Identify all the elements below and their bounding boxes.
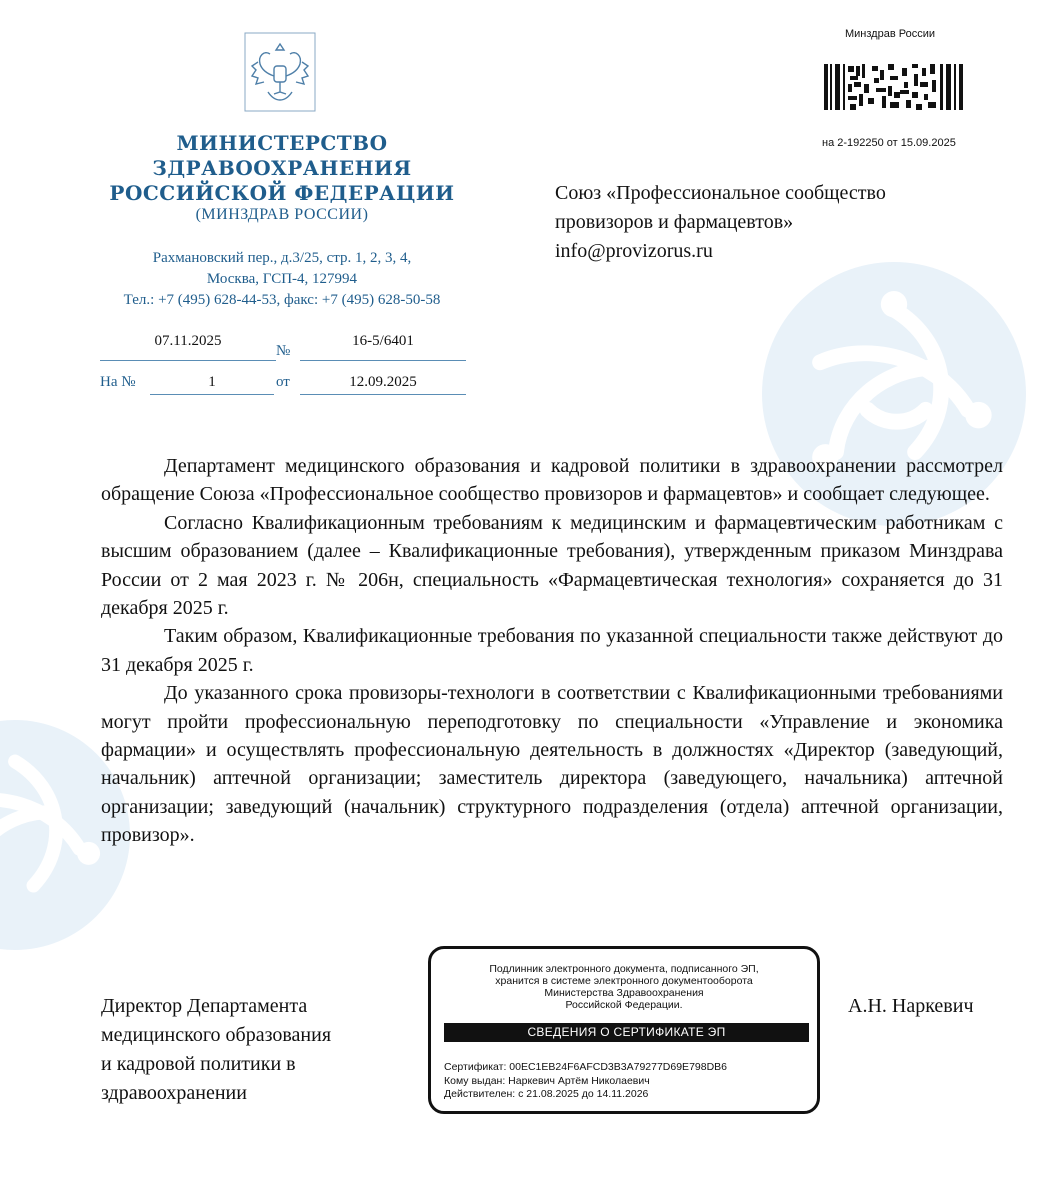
reply-date-line: [300, 394, 466, 395]
ministry-short-name: (МИНЗДРАВ РОССИИ): [195, 206, 369, 223]
outgoing-number-line: [300, 360, 466, 361]
stamp-validity: Действителен: с 21.08.2025 до 14.11.2026: [444, 1088, 649, 1100]
body-paragraph-4: До указанного срока провизоры-технологи в соответствии с Квалификационными требованиями могут пройти профессиональную переподготовку по специальности «Управление и экономика фармации» и осуществлять профессиональную деятельность в должностях «Директор (заведующий, начальник) аптечной организации; заместитель директора (заведующего, начальника) аптечной организации; заведующий (начальник) структурного подразделения (отдела) аптечной организации, провизор».: [101, 682, 1003, 847]
stamp-issued-to: Кому выдан: Наркевич Артём Николаевич: [444, 1074, 650, 1087]
stamp-certificate-number: Сертификат: 00EC1EB24F6AFCD3B3A79277D69E798DB6: [444, 1061, 728, 1073]
ministry-line-3: РОССИЙСКОЙ ФЕДЕРАЦИИ: [109, 181, 455, 205]
addressee: [555, 179, 886, 266]
address-line-1: Рахмановский пер., д.3/25, стр. 1, 2, 3, 4,: [152, 250, 412, 266]
letter-body: [101, 452, 1003, 850]
reply-date: 12.09.2025: [349, 374, 417, 390]
body-paragraph-1: Департамент медицинского образования и кадровой политики в здравоохранении рассмотрел обращение Союза «Профессиональное сообщество провизоров и фармацевтов» и сообщает следующее.: [101, 455, 1003, 506]
ministry-address: [85, 248, 479, 311]
reply-number-line: [150, 394, 274, 395]
signer-title-line-2: медицинского образования: [101, 1024, 332, 1046]
stamp-header-line-4: Российской Федерации.: [565, 999, 683, 1011]
stamp-header-line-2: хранится в системе электронного документооборота: [495, 975, 753, 987]
addressee-line-1: Союз «Профессиональное сообщество: [555, 182, 886, 204]
stamp-certificate-info: [444, 1061, 727, 1102]
number-label: №: [276, 343, 291, 359]
ministry-line-1: МИНИСТЕРСТВО: [176, 131, 388, 155]
incoming-reg-ref: на 2-192250 от 15.09.2025: [822, 137, 956, 149]
outgoing-date: 07.11.2025: [154, 333, 222, 349]
reply-label: На №: [100, 374, 136, 390]
ministry-line-2: ЗДРАВООХРАНЕНИЯ: [152, 156, 412, 180]
barcode-org-label: Минздрав России: [845, 28, 935, 40]
state-emblem-icon: [244, 32, 316, 112]
electronic-signature-stamp: [428, 946, 820, 1114]
stamp-header-line-1: Подлинник электронного документа, подписанного ЭП,: [489, 963, 759, 975]
stamp-certificate-bar: СВЕДЕНИЯ О СЕРТИФИКАТЕ ЭП: [444, 1023, 809, 1042]
signer-title-line-3: и кадровой политики в: [101, 1053, 296, 1075]
addressee-line-2: провизоров и фармацевтов»: [555, 211, 794, 233]
body-paragraph-3: Таким образом, Квалификационные требования по указанной специальности также действуют до 31 декабря 2025 г.: [101, 625, 1003, 676]
signer-title-line-4: здравоохранении: [101, 1082, 247, 1104]
signer-title-line-1: Директор Департамента: [101, 995, 308, 1017]
outgoing-number: 16-5/6401: [352, 333, 414, 349]
addressee-email[interactable]: info@provizorus.ru: [555, 240, 713, 262]
reply-number: 1: [208, 374, 216, 390]
address-line-2: Москва, ГСП-4, 127994: [206, 271, 358, 287]
signer-title: [101, 992, 411, 1108]
signer-name: А.Н. Наркевич: [848, 995, 974, 1017]
stamp-header: [431, 963, 817, 1011]
outgoing-date-line: [100, 360, 276, 361]
stamp-header-line-3: Министерства Здравоохранения: [544, 987, 704, 999]
address-phone: Тел.: +7 (495) 628-44-53, факс: +7 (495) 628-50-58: [123, 292, 441, 308]
from-label: от: [276, 374, 290, 390]
body-paragraph-2: Согласно Квалификационным требованиям к медицинским и фармацевтическим работникам с высшим образованием (далее – Квалификационные требования), утвержденным приказом Минздрава России от 2 мая 2023 г. № 206н, специальность «Фармацевтическая технология» сохраняется до 31 декабря 2025 г.: [101, 511, 1003, 620]
ministry-name: [90, 131, 474, 206]
barcode-icon: [824, 64, 966, 110]
